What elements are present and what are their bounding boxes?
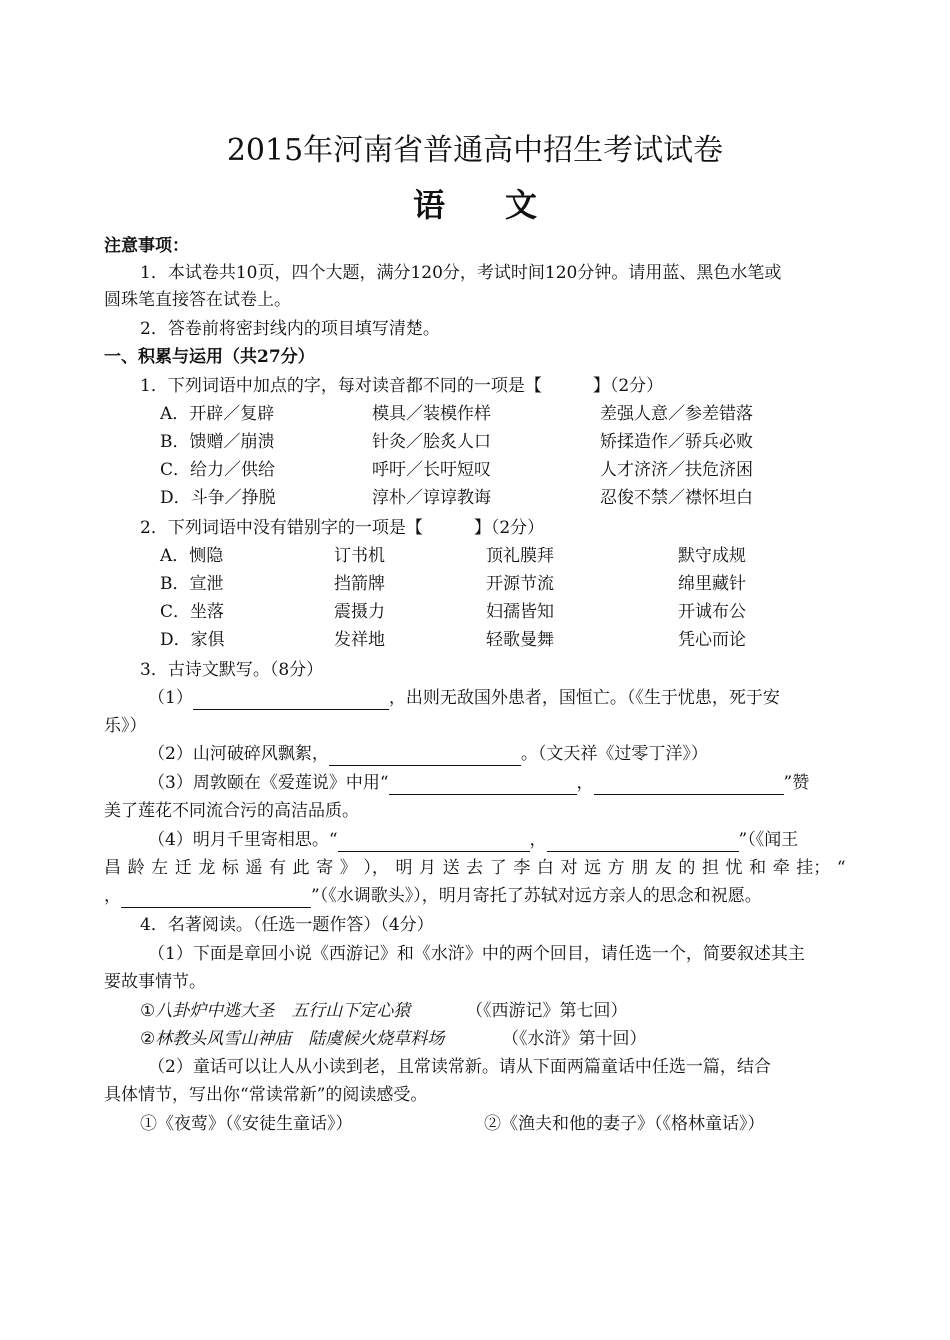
q2-option-d-3: 轻歌曼舞 (486, 630, 554, 650)
q2-option-c-2: 震摄力 (334, 602, 385, 622)
question-2-stem: 2．下列词语中没有错别字的一项是【 】（2分） (140, 518, 545, 538)
q3-sub4-comma: ， (529, 830, 547, 850)
notice-item-2: 2．答卷前将密封线内的项目填写清楚。 (140, 319, 440, 339)
q1-option-b-1: B．馈赠／崩溃 (160, 432, 275, 452)
q2-option-b-4: 绵里藏针 (678, 574, 746, 594)
q3-sub1 (148, 686, 780, 710)
q2-option-a-4: 默守成规 (678, 546, 746, 566)
char: 远 (584, 858, 602, 878)
char: 忧 (725, 858, 743, 878)
question-3-stem: 3．古诗文默写。（8分） (140, 660, 324, 680)
char: 白 (536, 858, 554, 878)
q3-sub2-source: 。（文天祥《过零丁洋》） (520, 744, 708, 764)
char: 和 (749, 858, 767, 878)
section-heading: 一、积累与运用（共27分） (104, 347, 315, 367)
char: 的 (678, 858, 696, 878)
q3-sub4-tail: ”（《水调歌头》），明月寄托了苏轼对远方亲人的思念和祝愿。 (311, 886, 762, 906)
char: 牵 (772, 858, 790, 878)
char: 寄 (316, 858, 334, 878)
q4-tale-2: ②《渔夫和他的妻子》（《格林童话》） (484, 1114, 765, 1134)
q3-sub3-comma: ， (576, 773, 594, 793)
char: 李 (513, 858, 531, 878)
q3-sub4-line3 (104, 884, 762, 908)
q3-sub2-text: （2）山河破碎风飘絮， (148, 744, 329, 764)
q2-option-d-2: 发祥地 (334, 630, 385, 650)
notice-item-1: 1．本试卷共10页，四个大题，满分120分，考试时间120分钟。请用蓝、黑色水笔或 (140, 263, 782, 283)
q1-option-c-1: C．给力／供给 (160, 460, 276, 480)
char: 友 (654, 858, 672, 878)
q2-option-a-1: A．恻隐 (160, 546, 224, 566)
char: 送 (442, 858, 460, 878)
page-title: 2015年河南省普通高中招生考试试卷 (226, 133, 724, 168)
q2-option-a-2: 订书机 (334, 546, 385, 566)
q3-answer-blank-3[interactable] (389, 776, 577, 795)
char: 龙 (198, 858, 216, 878)
q2-option-b-2: 挡箭牌 (334, 574, 385, 594)
q2-option-d-1: D．家俱 (160, 630, 225, 650)
q4-chapter-2-source: （《水浒》第十回） (502, 1029, 647, 1049)
char: 标 (221, 858, 239, 878)
q3-answer-blank-5[interactable] (338, 833, 530, 852)
q3-sub4-justified-line (104, 856, 846, 880)
char: 方 (607, 858, 625, 878)
q3-sub3-text: （3）周敦颐在《爱莲说》中用“ (148, 773, 389, 793)
q2-option-a-3: 顶礼膜拜 (486, 546, 554, 566)
q2-option-b-1: B．宣泄 (160, 574, 224, 594)
char: “ (836, 858, 846, 878)
q1-option-b-3: 矫揉造作／骄兵必败 (600, 432, 753, 452)
q3-sub4-text: （4）明月千里寄相思。“ (148, 830, 338, 850)
q3-sub3-end: ”赞 (783, 773, 810, 793)
q4-part1: （1）下面是章回小说《西游记》和《水浒》中的两个回目，请任选一个，简要叙述其主 (148, 944, 805, 964)
q3-sub3 (148, 771, 809, 795)
question-1-stem: 1．下列词语中加点的字，每对读音都不同的一项是【 】（2分） (140, 376, 664, 396)
q1-option-c-3: 人才济济／扶危济困 (600, 460, 753, 480)
char: 》 (339, 858, 357, 878)
q2-option-c-3: 妇孺皆知 (486, 602, 554, 622)
q2-option-d-4: 凭心而论 (678, 630, 746, 650)
q3-sub4-end: ”（《闻王 (738, 830, 799, 850)
q1-option-d-1: D．斗争／挣脱 (160, 488, 276, 508)
q2-option-b-3: 开源节流 (486, 574, 554, 594)
q3-sub1-cont: 乐》） (104, 716, 147, 736)
char: 去 (466, 858, 484, 878)
char: 遥 (245, 858, 263, 878)
q2-option-c-1: C．坐落 (160, 602, 225, 622)
q3-answer-blank-7[interactable] (121, 889, 311, 908)
q4-chapter-1: ①八卦炉中逃大圣 五行山下定心猿 (140, 1001, 411, 1021)
q1-option-c-2: 呼吁／长吁短叹 (372, 460, 491, 480)
q3-answer-blank-2[interactable] (329, 747, 521, 766)
notice-heading: 注意事项： (104, 236, 189, 256)
char: 左 (151, 858, 169, 878)
char: 有 (269, 858, 287, 878)
char: 担 (701, 858, 719, 878)
q3-sub3-cont: 美了莲花不同流合污的高洁品质。 (104, 801, 359, 821)
notice-item-1-cont: 圆珠笔直接答在试卷上。 (104, 290, 291, 310)
q4-chapter-1-source: （《西游记》第七回） (466, 1001, 628, 1021)
char: 明 (395, 858, 413, 878)
q4-part2-cont: 具体情节，写出你“常读常新”的阅读感受。 (104, 1085, 428, 1105)
q1-option-a-2: 模具／装模作样 (372, 404, 491, 424)
q4-part1-cont: 要故事情节。 (104, 972, 206, 992)
q1-option-a-1: A．开辟／复辟 (160, 404, 275, 424)
char: 挂； (796, 858, 831, 878)
question-4-stem: 4．名著阅读。（任选一题作答）（4分） (140, 915, 434, 935)
char: 月 (419, 858, 437, 878)
q3-sub1-label: （1） (148, 688, 193, 708)
char: 了 (489, 858, 507, 878)
q1-option-a-3: 差强人意／参差错落 (600, 404, 753, 424)
q4-chapter-2: ②林教头风雪山神庙 陆虞候火烧草料场 (140, 1029, 445, 1049)
q4-tale-1: ①《夜莺》（《安徒生童话》） (140, 1114, 353, 1134)
char: 龄 (127, 858, 145, 878)
q3-answer-blank-6[interactable] (547, 833, 739, 852)
q1-option-d-2: 淳朴／谆谆教诲 (372, 488, 491, 508)
char: ）， (363, 858, 389, 878)
char: 对 (560, 858, 578, 878)
q4-part2: （2）童话可以让人从小读到老，且常读常新。请从下面两篇童话中任选一篇，结合 (148, 1057, 771, 1077)
char: 迁 (174, 858, 192, 878)
q3-sub1-text: ，出则无敌国外患者，国恒亡。（《生于忧患，死于安 (388, 688, 780, 708)
q3-sub4-comma-2: ， (104, 886, 121, 906)
q3-sub2 (148, 742, 708, 766)
q1-option-b-2: 针灸／脍炙人口 (372, 432, 491, 452)
char: 此 (292, 858, 310, 878)
subject-title: 语文 (412, 186, 597, 224)
q3-sub4 (148, 828, 798, 852)
char: 朋 (631, 858, 649, 878)
q3-answer-blank-4[interactable] (594, 776, 784, 795)
q1-option-d-3: 忍俊不禁／襟怀坦白 (600, 488, 753, 508)
q3-answer-blank-1[interactable] (193, 691, 389, 710)
char: 昌 (104, 858, 121, 878)
q2-option-c-4: 开诚布公 (678, 602, 746, 622)
